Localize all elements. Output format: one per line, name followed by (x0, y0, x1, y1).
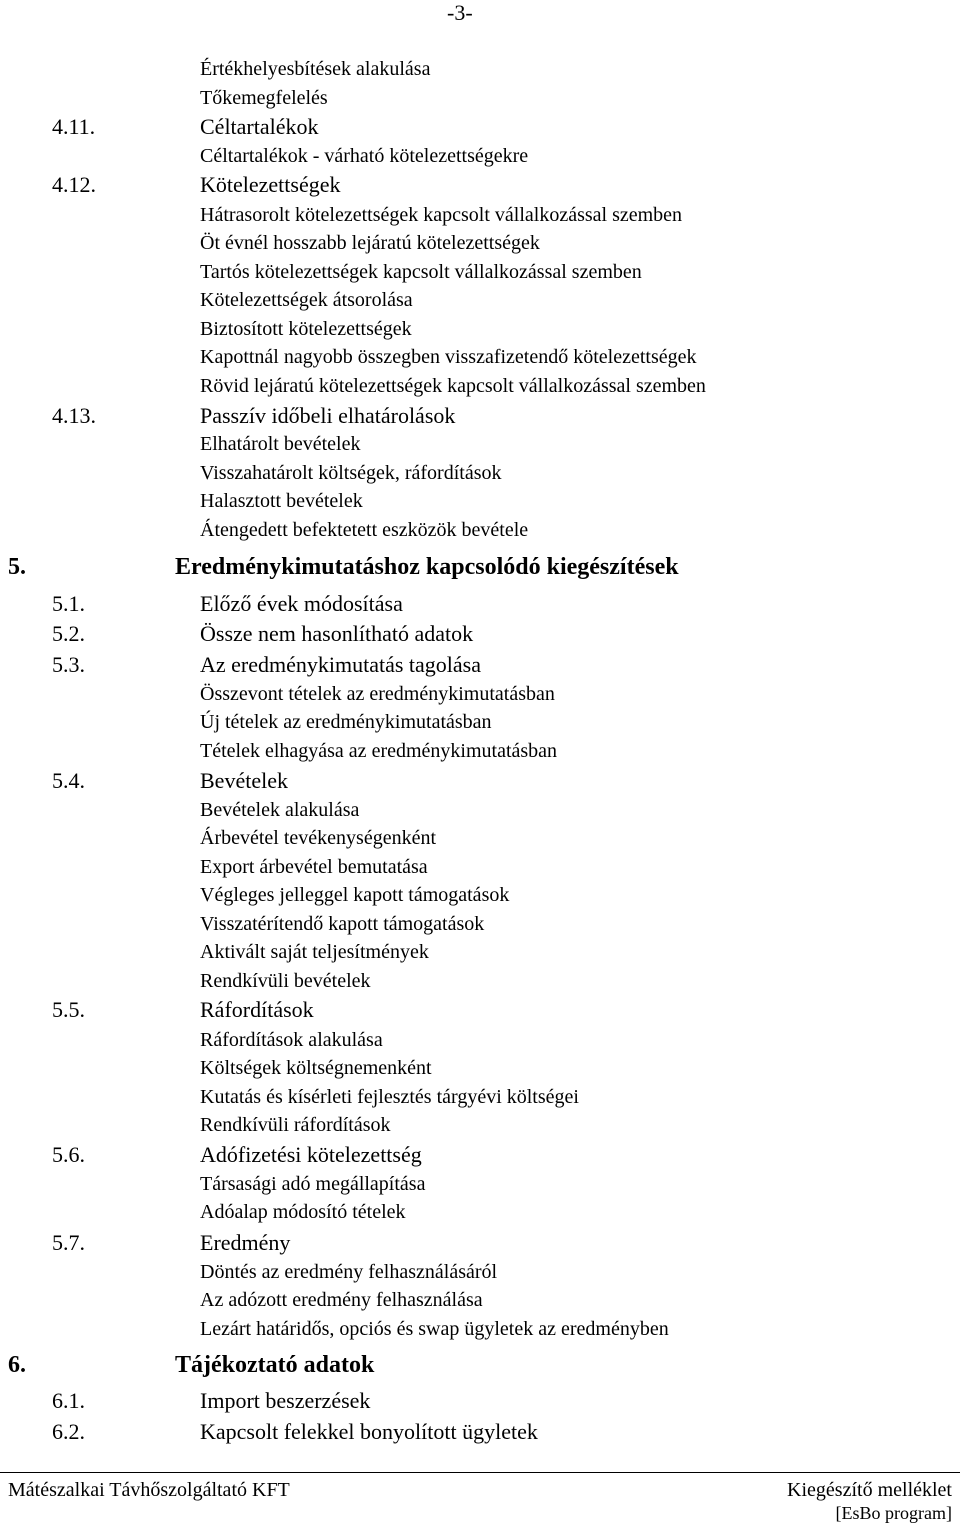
toc-item: Árbevétel tevékenységenként (200, 827, 437, 849)
toc-number: 5.3. (52, 652, 85, 677)
toc-item: Halasztott bevételek (200, 490, 363, 512)
section-number: 5. (8, 554, 26, 580)
toc-number: 6.2. (52, 1419, 85, 1444)
toc-item: Tartós kötelezettségek kapcsolt vállalkozással szemben (200, 261, 642, 283)
toc-item: Értékhelyesbítések alakulása (200, 58, 431, 80)
toc-item: Kutatás és kísérleti fejlesztés tárgyévi költségei (200, 1086, 579, 1108)
toc-item: Visszahatárolt költségek, ráfordítások (200, 462, 502, 484)
toc-item: Tételek elhagyása az eredménykimutatásban (200, 740, 558, 762)
toc-item: Összevont tételek az eredménykimutatásban (200, 683, 555, 705)
toc-heading: Adófizetési kötelezettség (200, 1142, 422, 1167)
toc-item: Lezárt határidős, opciós és swap ügyletek az eredményben (200, 1318, 669, 1340)
toc-item: Adóalap módosító tételek (200, 1201, 406, 1223)
toc-heading: Ráfordítások (200, 997, 314, 1022)
toc-item: Átengedett befektetett eszközök bevétele (200, 519, 529, 541)
toc-number: 5.1. (52, 591, 85, 616)
toc-item: Aktivált saját teljesítmények (200, 941, 429, 963)
toc-item: Új tételek az eredménykimutatásban (200, 711, 492, 733)
toc-heading: Az eredménykimutatás tagolása (200, 652, 482, 677)
toc-number: 4.11. (52, 114, 96, 139)
section-number: 6. (8, 1352, 26, 1378)
toc-heading: Eredmény (200, 1230, 291, 1255)
toc-item: Elhatárolt bevételek (200, 433, 361, 455)
section-heading: Eredménykimutatáshoz kapcsolódó kiegészítések (175, 554, 679, 580)
toc-heading: Céltartalékok (200, 114, 319, 139)
toc-item: Társasági adó megállapítása (200, 1173, 426, 1195)
toc-item: Költségek költségnemenként (200, 1057, 432, 1079)
toc-item: Tőkemegfelelés (200, 87, 328, 109)
toc-number: 5.5. (52, 997, 85, 1022)
section-heading: Tájékoztató adatok (175, 1352, 375, 1378)
toc-heading: Előző évek módosítása (200, 591, 403, 616)
toc-item: Rendkívüli bevételek (200, 970, 371, 992)
toc-item: Döntés az eredmény felhasználásáról (200, 1261, 498, 1283)
toc-item: Végleges jelleggel kapott támogatások (200, 884, 510, 906)
toc-heading: Kapcsolt felekkel bonyolított ügyletek (200, 1419, 538, 1444)
toc-item: Céltartalékok - várható kötelezettségekre (200, 145, 529, 167)
toc-heading: Import beszerzések (200, 1388, 371, 1413)
toc-item: Rövid lejáratú kötelezettségek kapcsolt vállalkozással szemben (200, 375, 706, 397)
toc-item: Kapottnál nagyobb összegben visszafizetendő kötelezettségek (200, 346, 697, 368)
toc-heading: Bevételek (200, 768, 288, 793)
toc-item: Bevételek alakulása (200, 799, 360, 821)
page-number: -3- (447, 0, 473, 25)
toc-item: Ráfordítások alakulása (200, 1029, 383, 1051)
toc-number: 4.12. (52, 172, 96, 197)
toc-item: Biztosított kötelezettségek (200, 318, 412, 340)
toc-item: Hátrasorolt kötelezettségek kapcsolt vállalkozással szemben (200, 204, 683, 226)
toc-item: Az adózott eredmény felhasználása (200, 1289, 483, 1311)
toc-heading: Össze nem hasonlítható adatok (200, 621, 474, 646)
toc-item: Rendkívüli ráfordítások (200, 1114, 391, 1136)
footer-program: [EsBo program] (835, 1503, 952, 1523)
toc-number: 6.1. (52, 1388, 85, 1413)
toc-number: 5.2. (52, 621, 85, 646)
toc-item: Kötelezettségek átsorolása (200, 289, 413, 311)
toc-heading: Passzív időbeli elhatárolások (200, 403, 456, 428)
footer-doc-type: Kiegészítő melléklet (787, 1479, 952, 1501)
toc-item: Öt évnél hosszabb lejáratú kötelezettségek (200, 232, 540, 254)
footer-divider (0, 1472, 960, 1473)
toc-item: Export árbevétel bemutatása (200, 856, 428, 878)
toc-number: 5.6. (52, 1142, 85, 1167)
toc-number: 5.4. (52, 768, 85, 793)
toc-number: 4.13. (52, 403, 96, 428)
toc-heading: Kötelezettségek (200, 172, 341, 197)
footer-company: Mátészalkai Távhőszolgáltató KFT (8, 1479, 290, 1501)
toc-item: Visszatérítendő kapott támogatások (200, 913, 485, 935)
toc-number: 5.7. (52, 1230, 85, 1255)
